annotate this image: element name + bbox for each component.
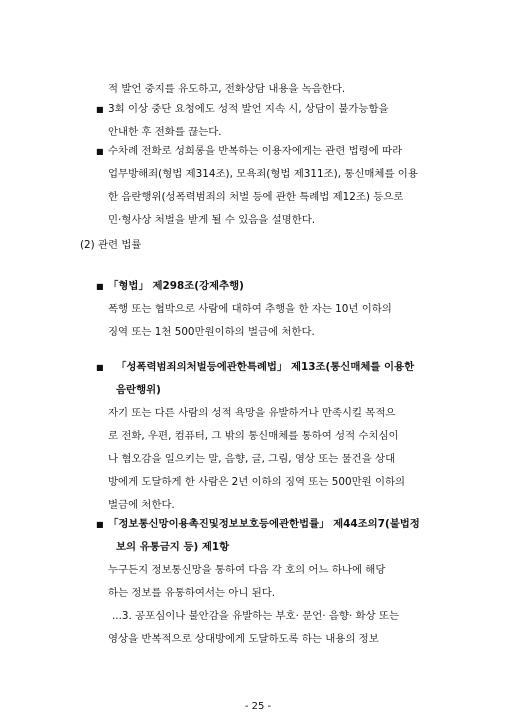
paragraph-line: 적 발언 중지를 유도하고, 전화상담 내용을 녹음한다. bbox=[108, 83, 346, 95]
paragraph-line: 안내한 후 전화를 끊는다. bbox=[108, 126, 222, 138]
bullet-item bbox=[96, 98, 389, 144]
bullet-square-icon: ■ bbox=[96, 363, 104, 372]
law-body-line: 누구든지 정보통신망을 통하여 다음 각 호의 어느 하나에 해당 bbox=[108, 564, 386, 576]
paragraph-line: 3회 이상 중단 요청에도 성적 발언 지속 시, 상담이 불가능함을 bbox=[108, 103, 389, 115]
section-heading bbox=[80, 234, 141, 257]
law-body-line: 벌금에 처한다. bbox=[108, 499, 175, 511]
section-title: (2) 관련 법률 bbox=[80, 239, 142, 251]
law-body-line: 영상을 반복적으로 상대방에게 도달하도록 하는 내용의 정보 bbox=[108, 633, 379, 645]
law-body-line: 나 혐오감을 일으키는 말, 음향, 글, 그림, 영상 또는 물건을 상대 bbox=[108, 453, 396, 465]
paragraph-line: 업무방해죄(형법 제314조), 모욕죄(형법 제311조), 통신매체를 이용 bbox=[108, 168, 418, 180]
law-title: 보의 유통금지 등) 제1항 bbox=[116, 541, 230, 553]
paragraph-line: 한 음란행위(성폭력범죄의 처벌 등에 관한 특례법 제12조) 등으로 bbox=[108, 191, 404, 203]
bullet-square-icon: ■ bbox=[96, 282, 104, 291]
law-body-line: 자기 또는 다른 사람의 성적 욕망을 유발하거나 만족시킬 목적으 bbox=[108, 407, 396, 419]
law-body-line: 하는 정보를 유통하여서는 아니 된다. bbox=[108, 587, 276, 599]
paragraph-line: 수차례 전화로 성희롱을 반복하는 이용자에게는 관련 법령에 따라 bbox=[108, 145, 403, 157]
law-body-line: ...3. 공포심이나 불안감을 유발하는 부호· 문언· 음향· 화상 또는 bbox=[112, 610, 400, 622]
paragraph-line: 민·형사상 처벌을 받게 될 수 있음을 설명한다. bbox=[108, 214, 316, 226]
law-title: 「성폭력범죄의처벌등에관한특례법」 제13조(통신매체를 이용한 bbox=[116, 361, 415, 373]
law-title: 음란행위) bbox=[116, 384, 161, 396]
bullet-item bbox=[96, 140, 418, 232]
law-body-line: 로 전화, 우편, 컴퓨터, 그 밖의 통신매체를 통하여 성적 수치심이 bbox=[108, 430, 399, 442]
page-number: - 25 - bbox=[244, 701, 272, 712]
law-item bbox=[96, 275, 392, 344]
law-body-line: 폭행 또는 협박으로 사람에 대하여 추행을 한 자는 10년 이하의 bbox=[108, 303, 392, 315]
bullet-square-icon: ■ bbox=[96, 520, 104, 529]
law-item bbox=[96, 356, 414, 517]
law-item bbox=[96, 513, 420, 651]
law-body-line: 방에게 도달하게 한 사람은 2년 이하의 징역 또는 500만원 이하의 bbox=[108, 476, 406, 488]
law-title: 「형법」 제298조(강제추행) bbox=[108, 280, 244, 292]
law-body-line: 징역 또는 1천 500만원이하의 벌금에 처한다. bbox=[108, 326, 315, 338]
law-title: 「정보통신망이용촉진및정보보호등에관한법률」 제44조의7(불법정 bbox=[108, 518, 420, 530]
bullet-square-icon: ■ bbox=[96, 105, 104, 114]
bullet-square-icon: ■ bbox=[96, 147, 104, 156]
